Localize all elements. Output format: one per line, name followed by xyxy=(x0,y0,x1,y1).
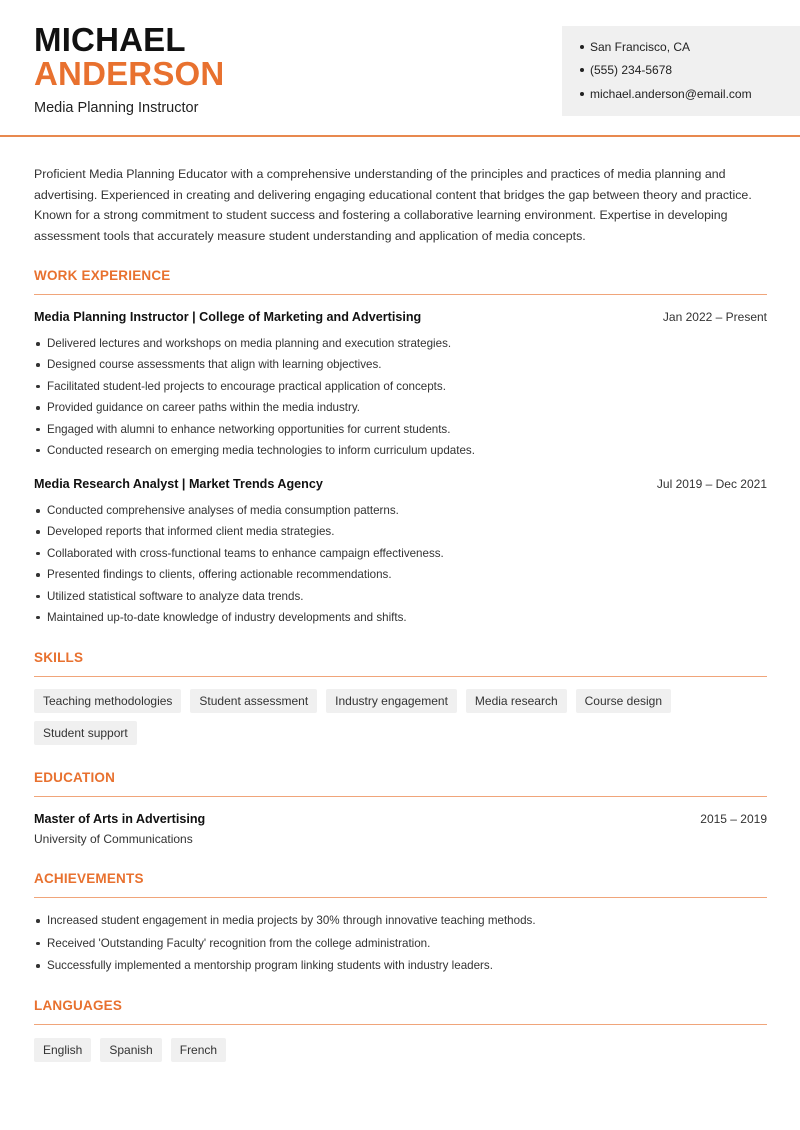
contact-phone xyxy=(580,63,672,77)
list-item: Designed course assessments that align with learning objectives. xyxy=(34,356,767,377)
contact-location xyxy=(580,40,690,54)
achievements-list xyxy=(34,912,767,980)
languages-list xyxy=(34,1038,767,1062)
first-name: MICHAEL xyxy=(34,21,186,58)
section-title-skills: SKILLS xyxy=(34,650,84,665)
list-item: Conducted comprehensive analyses of media consumption patterns. xyxy=(34,502,767,523)
list-item: Presented findings to clients, offering actionable recommendations. xyxy=(34,566,767,587)
resume-header xyxy=(0,0,800,137)
skill-chip: Industry engagement xyxy=(326,689,457,713)
skill-chip: Course design xyxy=(576,689,671,713)
skill-chip: Student support xyxy=(34,721,137,745)
contact-email[interactable] xyxy=(580,87,752,101)
last-name: ANDERSON xyxy=(34,55,225,92)
section-divider xyxy=(34,796,767,797)
job-role: Media Research Analyst | Market Trends Agency xyxy=(34,477,323,491)
skills-list xyxy=(34,689,674,745)
list-item: Increased student engagement in media projects by 30% through innovative teaching methods. xyxy=(34,912,767,935)
list-item: Collaborated with cross-functional teams to enhance campaign effectiveness. xyxy=(34,545,767,566)
skill-chip: Media research xyxy=(466,689,567,713)
skill-chip: Teaching methodologies xyxy=(34,689,181,713)
skill-chip: Student assessment xyxy=(190,689,317,713)
profile-summary: Proficient Media Planning Educator with a comprehensive understanding of the principles and practices of media planning and advertising. Experienced in creating and delivering engaging educational content that bridges the gap between theory and practice. Known for a strong commitment to student success and fostering a collaborative learning environment. Expertise in developing assessment tools that accurately measure student understanding and application of media concepts. xyxy=(34,167,752,244)
job-header xyxy=(34,310,767,324)
section-title-work: WORK EXPERIENCE xyxy=(34,268,171,283)
list-item: Delivered lectures and workshops on media planning and execution strategies. xyxy=(34,335,767,356)
section-divider xyxy=(34,676,767,677)
list-item: Engaged with alumni to enhance networking opportunities for current students. xyxy=(34,421,767,442)
section-divider xyxy=(34,897,767,898)
job-role: Media Planning Instructor | College of Marketing and Advertising xyxy=(34,310,422,324)
bullet-icon xyxy=(580,92,584,96)
location-text: San Francisco, CA xyxy=(590,40,691,54)
list-item: Successfully implemented a mentorship program linking students with industry leaders. xyxy=(34,957,767,980)
education-header xyxy=(34,812,767,826)
email-text[interactable]: michael.anderson@email.com xyxy=(590,87,752,101)
list-item: Received 'Outstanding Faculty' recognition from the college administration. xyxy=(34,935,767,958)
section-title-languages: LANGUAGES xyxy=(34,998,123,1013)
section-title-achievements: ACHIEVEMENTS xyxy=(34,871,144,886)
job-dates: Jan 2022 – Present xyxy=(662,310,767,324)
degree: Master of Arts in Advertising xyxy=(34,812,206,826)
bullet-icon xyxy=(580,68,584,72)
list-item: Maintained up-to-date knowledge of industry developments and shifts. xyxy=(34,609,767,630)
language-chip: French xyxy=(171,1038,226,1062)
education-dates: 2015 – 2019 xyxy=(700,812,767,826)
job-dates: Jul 2019 – Dec 2021 xyxy=(656,477,767,491)
job-bullets xyxy=(34,335,767,463)
list-item: Conducted research on emerging media technologies to inform curriculum updates. xyxy=(34,442,767,463)
language-chip: English xyxy=(34,1038,91,1062)
section-divider xyxy=(34,294,767,295)
section-title-education: EDUCATION xyxy=(34,770,116,785)
language-chip: Spanish xyxy=(100,1038,161,1062)
list-item: Provided guidance on career paths within the media industry. xyxy=(34,399,767,420)
job-header xyxy=(34,477,767,491)
bullet-icon xyxy=(580,45,584,49)
school-name: University of Communications xyxy=(34,832,193,846)
phone-text: (555) 234-5678 xyxy=(590,63,673,77)
list-item: Utilized statistical software to analyze data trends. xyxy=(34,588,767,609)
list-item: Facilitated student-led projects to encourage practical application of concepts. xyxy=(34,378,767,399)
list-item: Developed reports that informed client media strategies. xyxy=(34,523,767,544)
section-divider xyxy=(34,1024,767,1025)
job-bullets xyxy=(34,502,767,630)
job-title: Media Planning Instructor xyxy=(34,100,199,116)
contact-box xyxy=(562,26,800,116)
